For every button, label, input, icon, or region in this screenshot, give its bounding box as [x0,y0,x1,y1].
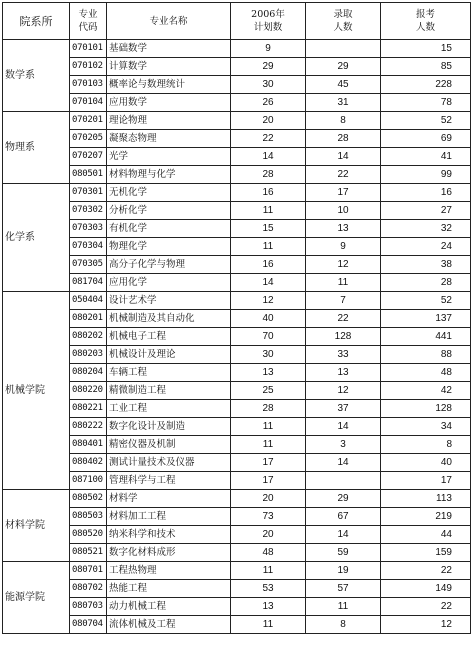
major-name-cell: 精微制造工程 [107,382,231,400]
table-row [3,580,471,598]
admit-count-cell: 7 [306,292,381,310]
department-cell: 材料学院 [3,490,70,562]
plan-count-cell: 9 [231,40,306,58]
apply-count-cell: 40 [381,454,471,472]
major-name-cell: 光学 [107,148,231,166]
plan-count-cell: 26 [231,94,306,112]
header-name: 专业名称 [107,3,231,40]
major-code-cell: 070304 [70,238,107,256]
major-name-cell: 工业工程 [107,400,231,418]
admit-count-cell: 12 [306,256,381,274]
table-row [3,436,471,454]
major-name-cell: 凝聚态物理 [107,130,231,148]
table-row [3,418,471,436]
major-name-cell: 机械设计及理论 [107,346,231,364]
major-code-cell: 050404 [70,292,107,310]
department-cell: 数学系 [3,40,70,112]
table-row [3,94,471,112]
apply-count-cell: 38 [381,256,471,274]
table-body [3,40,471,634]
apply-count-cell: 52 [381,112,471,130]
admit-count-cell: 19 [306,562,381,580]
apply-count-cell: 99 [381,166,471,184]
major-code-cell: 080503 [70,508,107,526]
plan-count-cell: 30 [231,346,306,364]
major-name-cell: 材料物理与化学 [107,166,231,184]
apply-count-cell: 78 [381,94,471,112]
apply-count-cell: 42 [381,382,471,400]
table-row [3,382,471,400]
plan-count-cell: 11 [231,616,306,634]
major-name-cell: 概率论与数理统计 [107,76,231,94]
apply-count-cell: 12 [381,616,471,634]
major-code-cell: 070305 [70,256,107,274]
admit-count-cell: 28 [306,130,381,148]
table-row [3,508,471,526]
table-row [3,274,471,292]
major-code-cell: 070201 [70,112,107,130]
table-row [3,238,471,256]
major-code-cell: 080204 [70,364,107,382]
table-row [3,166,471,184]
major-code-cell: 080201 [70,310,107,328]
plan-count-cell: 20 [231,112,306,130]
plan-count-cell: 70 [231,328,306,346]
table-row [3,328,471,346]
table-row [3,40,471,58]
admit-count-cell: 45 [306,76,381,94]
plan-count-cell: 53 [231,580,306,598]
plan-count-cell: 40 [231,310,306,328]
apply-count-cell: 15 [381,40,471,58]
major-name-cell: 热能工程 [107,580,231,598]
table-row [3,400,471,418]
table-row [3,490,471,508]
table-row [3,202,471,220]
apply-count-cell: 17 [381,472,471,490]
plan-count-cell: 14 [231,274,306,292]
header-dept: 院系所 [3,3,70,40]
plan-count-cell: 12 [231,292,306,310]
plan-count-cell: 15 [231,220,306,238]
admit-count-cell: 33 [306,346,381,364]
admit-count-cell: 29 [306,58,381,76]
admit-count-cell: 8 [306,616,381,634]
apply-count-cell: 149 [381,580,471,598]
apply-count-cell: 88 [381,346,471,364]
header-row [3,3,471,40]
table-row [3,598,471,616]
major-name-cell: 纳米科学和技术 [107,526,231,544]
apply-count-cell: 48 [381,364,471,382]
table-row [3,112,471,130]
major-name-cell: 车辆工程 [107,364,231,382]
plan-count-cell: 13 [231,598,306,616]
apply-count-cell: 219 [381,508,471,526]
table-row [3,58,471,76]
major-name-cell: 计算数学 [107,58,231,76]
major-code-cell: 081704 [70,274,107,292]
apply-count-cell: 137 [381,310,471,328]
major-name-cell: 动力机械工程 [107,598,231,616]
header-admit: 录取 人数 [306,3,381,40]
major-name-cell: 设计艺术学 [107,292,231,310]
plan-count-cell: 13 [231,364,306,382]
apply-count-cell: 69 [381,130,471,148]
plan-count-cell: 28 [231,400,306,418]
major-code-cell: 080222 [70,418,107,436]
major-name-cell: 流体机械及工程 [107,616,231,634]
major-name-cell: 材料加工工程 [107,508,231,526]
plan-count-cell: 11 [231,436,306,454]
table-row [3,454,471,472]
table-row [3,130,471,148]
plan-count-cell: 17 [231,454,306,472]
admit-count-cell: 11 [306,598,381,616]
major-code-cell: 070303 [70,220,107,238]
department-cell: 机械学院 [3,292,70,490]
apply-count-cell: 41 [381,148,471,166]
table-row [3,292,471,310]
apply-count-cell: 159 [381,544,471,562]
table-row [3,220,471,238]
admit-count-cell: 67 [306,508,381,526]
plan-count-cell: 73 [231,508,306,526]
table-row [3,562,471,580]
plan-count-cell: 20 [231,490,306,508]
apply-count-cell: 228 [381,76,471,94]
major-name-cell: 机械电子工程 [107,328,231,346]
major-name-cell: 高分子化学与物理 [107,256,231,274]
major-code-cell: 080703 [70,598,107,616]
header-apply: 报考 人数 [381,3,471,40]
major-code-cell: 080402 [70,454,107,472]
admit-count-cell: 13 [306,364,381,382]
admit-count-cell: 11 [306,274,381,292]
apply-count-cell: 441 [381,328,471,346]
admit-count-cell: 9 [306,238,381,256]
major-name-cell: 理论物理 [107,112,231,130]
apply-count-cell: 22 [381,598,471,616]
department-cell: 能源学院 [3,562,70,634]
admit-count-cell: 14 [306,454,381,472]
major-code-cell: 080502 [70,490,107,508]
admit-count-cell: 22 [306,310,381,328]
admit-count-cell: 13 [306,220,381,238]
major-code-cell: 070103 [70,76,107,94]
admit-count-cell [306,40,381,58]
major-name-cell: 物理化学 [107,238,231,256]
admit-count-cell: 59 [306,544,381,562]
apply-count-cell: 85 [381,58,471,76]
plan-count-cell: 28 [231,166,306,184]
major-name-cell: 测试计量技术及仪器 [107,454,231,472]
table-row [3,310,471,328]
major-code-cell: 070207 [70,148,107,166]
table-row [3,148,471,166]
plan-count-cell: 11 [231,202,306,220]
major-name-cell: 基础数学 [107,40,231,58]
header-plan: 2006年 计划数 [231,3,306,40]
plan-count-cell: 20 [231,526,306,544]
admit-count-cell: 22 [306,166,381,184]
major-code-cell: 080701 [70,562,107,580]
admit-count-cell: 128 [306,328,381,346]
major-code-cell: 070104 [70,94,107,112]
major-code-cell: 080521 [70,544,107,562]
admit-count-cell: 14 [306,148,381,166]
major-code-cell: 070302 [70,202,107,220]
major-code-cell: 080704 [70,616,107,634]
major-code-cell: 080702 [70,580,107,598]
plan-count-cell: 11 [231,238,306,256]
admit-count-cell: 12 [306,382,381,400]
table-row [3,364,471,382]
admit-count-cell: 10 [306,202,381,220]
major-name-cell: 机械制造及其自动化 [107,310,231,328]
major-code-cell: 080401 [70,436,107,454]
plan-count-cell: 11 [231,562,306,580]
major-name-cell: 无机化学 [107,184,231,202]
apply-count-cell: 28 [381,274,471,292]
major-code-cell: 080221 [70,400,107,418]
table-row [3,184,471,202]
major-code-cell: 070301 [70,184,107,202]
major-code-cell: 080202 [70,328,107,346]
table-row [3,526,471,544]
apply-count-cell: 32 [381,220,471,238]
admit-count-cell: 29 [306,490,381,508]
admit-count-cell: 31 [306,94,381,112]
major-code-cell: 080220 [70,382,107,400]
major-name-cell: 管理科学与工程 [107,472,231,490]
admit-count-cell: 8 [306,112,381,130]
major-code-cell: 070102 [70,58,107,76]
table-row [3,346,471,364]
plan-count-cell: 17 [231,472,306,490]
major-name-cell: 应用数学 [107,94,231,112]
admit-count-cell: 17 [306,184,381,202]
major-name-cell: 数字化材料成形 [107,544,231,562]
major-name-cell: 有机化学 [107,220,231,238]
plan-count-cell: 14 [231,148,306,166]
apply-count-cell: 128 [381,400,471,418]
plan-count-cell: 11 [231,418,306,436]
apply-count-cell: 16 [381,184,471,202]
major-name-cell: 应用化学 [107,274,231,292]
table-row [3,472,471,490]
plan-count-cell: 48 [231,544,306,562]
table-row [3,76,471,94]
apply-count-cell: 34 [381,418,471,436]
department-cell: 化学系 [3,184,70,292]
apply-count-cell: 44 [381,526,471,544]
table-row [3,544,471,562]
admit-count-cell: 37 [306,400,381,418]
major-name-cell: 分析化学 [107,202,231,220]
department-cell: 物理系 [3,112,70,184]
admit-count-cell [306,472,381,490]
admit-count-cell: 14 [306,526,381,544]
table-row [3,256,471,274]
major-code-cell: 080203 [70,346,107,364]
apply-count-cell: 22 [381,562,471,580]
major-code-cell: 080520 [70,526,107,544]
plan-count-cell: 22 [231,130,306,148]
admit-count-cell: 57 [306,580,381,598]
table-row [3,616,471,634]
apply-count-cell: 113 [381,490,471,508]
plan-count-cell: 16 [231,256,306,274]
major-name-cell: 工程热物理 [107,562,231,580]
header-code: 专业 代码 [70,3,107,40]
major-name-cell: 材料学 [107,490,231,508]
plan-count-cell: 16 [231,184,306,202]
major-code-cell: 070101 [70,40,107,58]
admissions-table [2,2,471,634]
major-name-cell: 精密仪器及机制 [107,436,231,454]
apply-count-cell: 8 [381,436,471,454]
apply-count-cell: 52 [381,292,471,310]
plan-count-cell: 30 [231,76,306,94]
apply-count-cell: 24 [381,238,471,256]
major-name-cell: 数字化设计及制造 [107,418,231,436]
major-code-cell: 070205 [70,130,107,148]
major-code-cell: 080501 [70,166,107,184]
plan-count-cell: 25 [231,382,306,400]
apply-count-cell: 27 [381,202,471,220]
major-code-cell: 087100 [70,472,107,490]
admit-count-cell: 14 [306,418,381,436]
admit-count-cell: 3 [306,436,381,454]
plan-count-cell: 29 [231,58,306,76]
